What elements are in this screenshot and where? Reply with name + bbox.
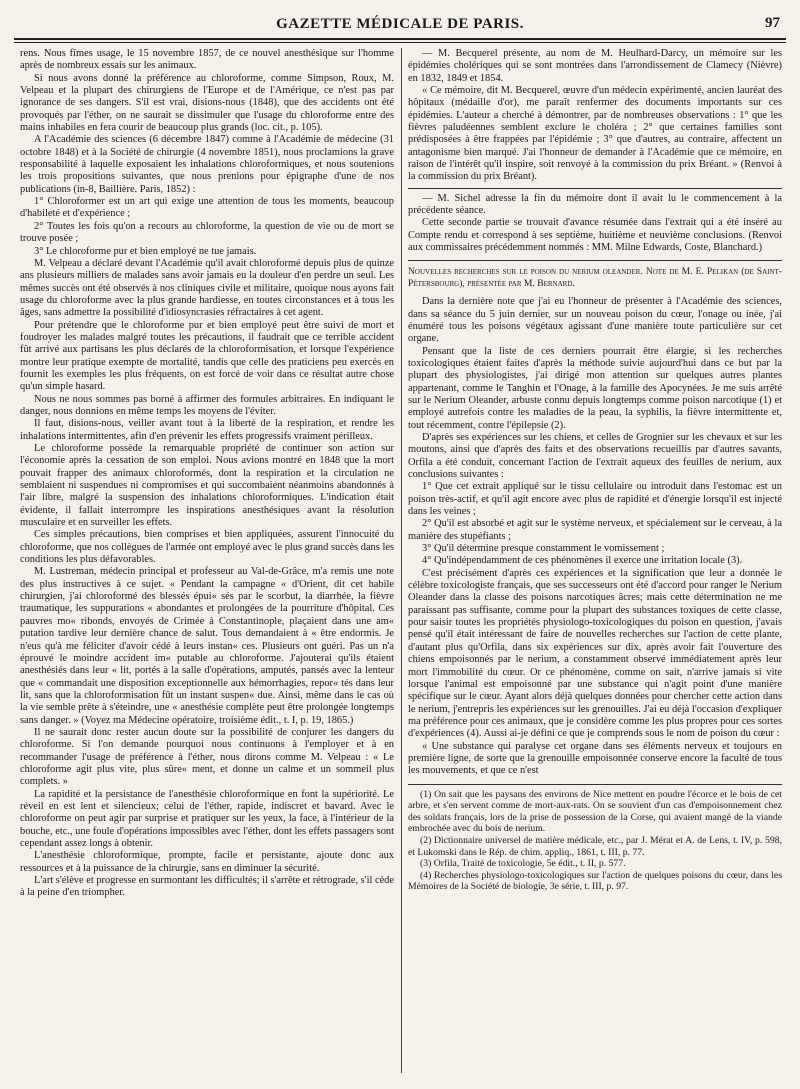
column-divider — [401, 48, 402, 1073]
paragraph: D'après ses expériences sur les chiens, et celles de Grognier sur les chevaux et sur les moutons, ainsi que d'après des faits et des observations recueillis par d'autres savants, Orfila a été conduit, concernant l'action de l'extrait aqueux des feuilles de nerium, aux conclusions suivantes : — [408, 431, 782, 480]
footnote: (1) On sait que les paysans des environs de Nice mettent en poudre l'écorce et le bois de cet arbre, et s'en servent comme de mort-aux-rats. On se souvient d'un cas d'empoisonnement chez des soldats français, lors de la prise de possession de la Corse, qui avaient mangé de la viande embrochée avec du bois de nerium. — [408, 788, 782, 835]
paragraph: Pour prétendre que le chloroforme pur et bien employé peut être suivi de mort et foudroyer les malades malgré toutes les précautions, il faudrait que ce terrible accident fût arrivé aux partisans les plus déclarés de la chloroformisation, et lorsque l'expérience montre leur pratique exempte de mortalité, tandis que celle des praticiens peu exercés en fournit les exemples les plus fréquents, on est forcé de voir dans ce résultat autre chose qu'un simple hasard. — [20, 319, 394, 393]
becquerel-intro: — M. Becquerel présente, au nom de M. Heulhard-Darcy, un mémoire sur les épidémies cholériques qui se sont montrées dans l'arrondissement de Clamecy (Nièvre) en 1832, 1849 et 1854. — [408, 48, 782, 84]
paragraph: Il ne saurait donc rester aucun doute sur la possibilité de conjurer les dangers du chloroforme. Si l'on demande pourquoi nous continuons à l'employer et à en recommander l'usage de préférence à l'éther, nous dirons comme M. Velpeau : « Le chloroforme agit plus vite, plus sûre« ment, et donne un calme et un sommeil plus complets. » — [20, 726, 394, 788]
paragraph: Pensant que la liste de ces derniers pourrait être élargie, si les recherches toxicologiques étaient faites d'après la méthode suivie aujourd'hui dans ce but par la plupart des physiologistes, j'ai dirigé mon attention sur quelques autres plantes appartenant, comme le Tanghin et l'Onage, à la famille des Apocynées. Je me suis arrêté sur le Nerium Oleander, arbuste connu depuis longtemps comme poison narcotique (1) et employé autrefois contre les maladies de la peau, la syphilis, la fièvre intermittente et, tout récemment, contre l'épilepsie (2). — [408, 345, 782, 431]
becquerel-quote: « Ce mémoire, dit M. Becquerel, œuvre d'un médecin expérimenté, ancien lauréat des hôpitaux (médaille d'or), me paraît renfermer des documents importants sur ces épidémies. L'auteur a cherché à démontrer, par de nombreuses observations : 1° que les fièvres paludéennes semblent exclure le choléra ; 2° que certaines familles sont prédisposées à être frappées par l'épidémie ; 3° que d'autres, au contraire, affectent un antagonisme bien marqué. J'ai l'honneur de demander à l'Académie que ce mémoire, en raison de l'intérêt qu'il inspire, soit renvoyé à la commission du prix Bréant. » (Renvoi à la commission du prix Bréant). — [408, 85, 782, 183]
journal-title: GAZETTE MÉDICALE DE PARIS. — [276, 16, 524, 32]
sichel-note: — M. Sichel adresse la fin du mémoire dont il avait lu le commencement à la précédente séance. — [408, 192, 782, 217]
paragraph: 2° Toutes les fois qu'on a recours au chloroforme, la question de vie ou de mort se trouve posée ; — [20, 220, 394, 245]
paragraph: Si nous avons donné la préférence au chloroforme, comme Simpson, Roux, M. Velpeau et la plupart des chirurgiens de l'Europe et de l'Amérique, ce n'est pas par ignorance de ses dangers. S'il est vrai, disions-nous (1848), que des accidents ont été provoqués par l'éther, on ne saurait se dissimuler que l'usage du chloroforme entre des mains inhabiles en fera courir de beaucoup plus grands (loc. cit., p. 105). — [20, 72, 394, 134]
paragraph: Ces simples précautions, bien comprises et bien appliquées, assurent l'innocuité du chloroforme, que nos collègues de l'armée ont employé avec le plus grand succès dans les conditions les plus défavorables. — [20, 529, 394, 566]
left-column — [20, 48, 394, 1078]
paragraph: 2° Qu'il est absorbé et agit sur le système nerveux, et spécialement sur le cerveau, à la manière des stupéfiants ; — [408, 518, 782, 542]
paragraph: L'anesthésie chloroformique, prompte, facile et persistante, ajoute donc aux ressources et à la puissance de la chirurgie, sans en diminuer la sécurité. — [20, 850, 394, 874]
section-divider — [408, 260, 782, 261]
paragraph: C'est précisément d'après ces expériences et la signification que leur a donnée le célèbre toxicologiste français, que ses successeurs ont été d'accord pour ranger le Nerium Oleander dans la classe des poisons narcotiques âcres; mais cette détermination ne me paraissant pas suffisante, comme pour la plupart des substances toxiques de cette classe, pour saisir toutes les propriétés physiologo-toxicologiques du poison en question, j'avais pensé qu'il était intéressant de faire de nouvelles recherches sur l'action de cette plante, d'autant plus qu'Orfila, dans six expériences sur dix, après avoir fait l'ouverture des chiens empoisonnés par le nerium, a constamment observé immédiatement après leur mort l'immobilité du cœur. Or ce phénomène, comme on sait, n'arrive jamais si vite lorsque l'animal est empoisonné par une substance qui n'agit point d'une manière spécifique sur le cœur. Ayant alors déjà quelques données pour chercher cette action dans le nerium, j'entrepris les expériences sur les grenouilles. J'ai eu déjà l'occasion d'expliquer ma préférence pour ces animaux, que je considère comme les plus propres pour ces sortes d'expériences (4). Aussi ai-je défini ce que je comprends sous le nom de poison du cœur : — [408, 567, 782, 740]
paragraph: rens. Nous fîmes usage, le 15 novembre 1857, de ce nouvel anesthésique sur l'homme après de nombreux essais sur les animaux. — [20, 48, 394, 72]
paragraph: M. Lustreman, médecin principal et professeur au Val-de-Grâce, m'a remis une note des plus instructives à ce sujet. « Pendant la campagne « d'Orient, dit cet habile chirurgien, j'ai chloroformé des blessés épui« sés par le scorbut, la diarrhée, la fièvre traumatique, les suppurations « abondantes et prolongées de la pourriture d'hôpital. Ces pauvres mo« ribonds, envoyés de Crimée à Constantinople, plaçaient dans une am« putation tardive leur dernière chance de salut. Tous demandaient à « être endormis. Je n'eus qu'à me féliciter d'avoir cédé à leurs instan« ces. Plusieurs ont guéri. Pas un n'a éprouvé le moindre accident im« putable au chloroforme. J'ajouterai qu'ils étaient anesthésiés dans leur « lit, portés à la salle d'opérations, amputés, pansés avec la lenteur que « commandait une disposition exceptionnelle aux hémorrhagies, repor« tés dans leur lit, sans que la chloroformisation fût un instant suspen« due. Ainsi, même dans le cas où la vie semble prête à s'éteindre, une « anesthésie complète peut être prolongée longtemps sans danger. » (Voyez ma Médecine opératoire, troisième édit., t. I, p. 19, 1865.) — [20, 566, 394, 726]
header-rule — [14, 38, 786, 40]
paragraph: A l'Académie des sciences (6 décembre 1847) comme à l'Académie de médecine (31 octobre 1848) et à la Société de chirurgie (4 novembre 1851), nous proclamions la grave responsabilité à laquelle exposaient les inhalations chloroformiques, et nous soutenions les trois propositions suivantes, que nous prenions pour épigraphe d'une de nos publications (in-8, Baillière. Paris, 1852) : — [20, 134, 394, 195]
footnote: (3) Orfila, Traité de toxicologie, 5e édit., t. II, p. 577. — [420, 858, 626, 870]
right-column — [408, 48, 782, 1078]
sichel-note-continued: Cette seconde partie se trouvait d'avance résumée dans l'extrait qui a été inséré au Compte rendu et correspond à ses septième, huitième et neuvième conclusions. (Renvoi aux commissaires précédemment nommés : MM. Milne Edwards, Coste, Blanchard.) — [408, 217, 782, 254]
paragraph: M. Velpeau a déclaré devant l'Académie qu'il avait chloroformé depuis plus de quinze ans plusieurs milliers de malades sans avoir jamais eu la douleur d'en perdre un seul. Les mêmes succès ont été observés à nos cliniques civile et militaire, quoique nous ayons fait usage du chloroforme avec la plus grande hardiesse, en toutes circonstances et à tous les âges, sans admettre la possibilité d'idiosyncrasies réfractaires à cet agent. — [20, 257, 394, 319]
paragraph: La rapidité et la persistance de l'anesthésie chloroformique en font la supériorité. Le réveil en est lent et silencieux; celui de l'éther, rapide, indiscret et bavard. Avec le chloroforme on peut agir par surprise et pratiquer sur les yeux, la face, à l'intérieur de la bouche, etc., une foule d'opérations impossibles avec l'éther, dont les effets passagers sont cependant assez longs à obtenir. — [20, 788, 394, 849]
paragraph: 3° Le chloroforme pur et bien employé ne tue jamais. — [34, 245, 257, 257]
paragraph: « Une substance qui paralyse cet organe dans ses éléments nerveux et toujours en première ligne, de sorte que la grenouille empoisonnée conserve encore la faculté de tous les mouvements, et que ce n'est — [408, 740, 782, 777]
paragraph: Le chloroforme possède la remarquable propriété de continuer son action sur l'économie après la cessation de son emploi. Nous avions montré en 1848 que la mort pouvait frapper des animaux chloroformés, dont la respiration et la circulation ne semblaient ni suspendues ni compromises et qui succombaient néanmoins abandonnés à l'air libre, malgré la suspension des inhalations chloroformiques. L'indication était évidente, il fallait interrompre les inspirations anesthésiques avant la résolution musculaire et en surveiller les effets. — [20, 443, 394, 529]
paragraph: 1° Que cet extrait appliqué sur le tissu cellulaire ou introduit dans l'estomac est un poison très-actif, et qu'il agit encore avec plus de rapidité et d'énergie lorsqu'il est injecté dans les veines ; — [408, 481, 782, 518]
footnote: (2) Dictionnaire universel de matière médicale, etc., par J. Mérat et A. de Lens, t. IV, p. 598, et Lukomski dans le Rép. de chim. appliq., 1861, t. III, p. 77. — [408, 834, 782, 858]
page-header — [14, 12, 786, 38]
article-heading: Nouvelles recherches sur le poison du nerium oleander. Note de M. E. Pelikan (de Saint-Pétersbourg), présentée par M. Bernard. — [408, 265, 782, 289]
paragraph: 4° Qu'indépendamment de ces phénomènes il exerce une irritation locale (3). — [422, 555, 743, 567]
header-rule-thin — [14, 42, 786, 43]
paragraph: Nous ne nous sommes pas borné à affirmer des formules arbitraires. En indiquant le danger, nous donnions en même temps les moyens de l'éviter. — [20, 393, 394, 417]
paragraph: 3° Qu'il détermine presque constamment le vomissement ; — [422, 543, 665, 555]
footnote-rule — [408, 784, 782, 785]
paragraph: L'art s'élève et progresse en surmontant les difficultés; il s'arrête et rétrograde, s'il cède à la peine d'en triompher. — [20, 875, 394, 899]
footnotes — [408, 789, 782, 893]
section-divider — [408, 188, 782, 189]
page-number: 97 — [765, 15, 780, 31]
footnote: (4) Recherches physiologo-toxicologiques sur l'action de quelques poisons du cœur, dans les Mémoires de la Société de biologie, 3e série, t. III, p. 97. — [408, 869, 782, 893]
paragraph: Dans la dernière note que j'ai eu l'honneur de présenter à l'Académie des sciences, dans sa séance du 5 juin dernier, sur un nouveau poison du cœur, l'onage ou inée, j'ai énuméré tous les poisons végétaux agissant d'une manière toute particulière sur cet organe. — [408, 296, 782, 345]
paragraph: Il faut, disions-nous, veiller avant tout à la liberté de la respiration, et rendre les inhalations intermittentes, afin d'en prévenir les effets progressifs vraiment périlleux. — [20, 418, 394, 442]
paragraph: 1° Chloroformer est un art qui exige une attention de tous les moments, beaucoup d'habileté et d'expérience ; — [20, 196, 394, 220]
